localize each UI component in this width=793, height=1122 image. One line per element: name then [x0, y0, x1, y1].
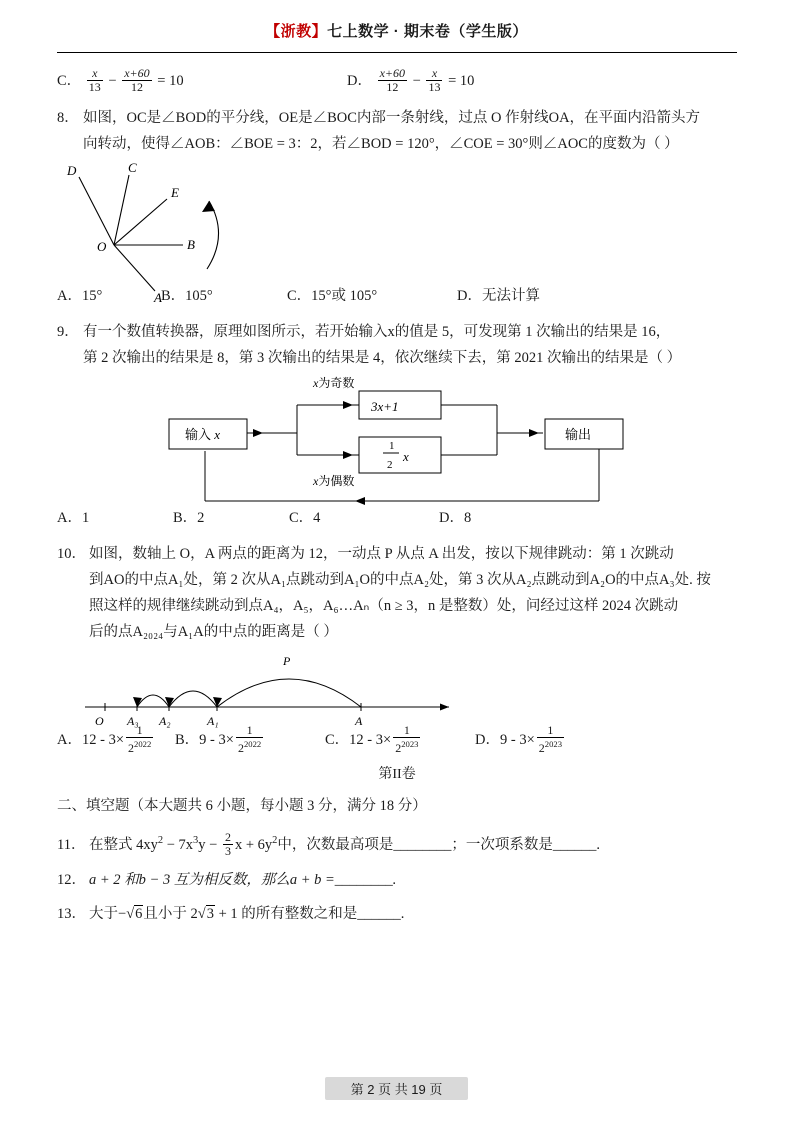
- header-divider: [57, 52, 737, 53]
- flow-even-var: x: [403, 449, 409, 465]
- question-9-line1: [57, 319, 737, 345]
- axis-label-P: P: [283, 654, 291, 669]
- volume-mark: 第II卷: [378, 767, 416, 783]
- question-8-line1: [57, 105, 737, 131]
- page-number: 第 2 页 共 19 页: [325, 1077, 469, 1100]
- q8-option-a: A．15°: [57, 288, 103, 305]
- flow-odd-cond: x为奇数: [313, 376, 355, 391]
- axis-label-A: A: [355, 714, 363, 729]
- question-8-number: 8．: [57, 110, 79, 127]
- q10-option-b: B．9 - 3× $\frac{1}{2^{2022}}$: [175, 723, 262, 756]
- q8-option-d: D．无法计算: [457, 288, 540, 305]
- question-8-figure: [57, 157, 737, 306]
- flow-even-frac-den: 2: [387, 459, 393, 472]
- equals-ten-d: = 10: [448, 73, 475, 89]
- q11-fraction: $\frac{2}{3}$: [224, 830, 231, 859]
- question-11-number: 11．: [57, 837, 86, 853]
- question-10-text1: 如图，数轴上 O，A 两点的距离为 12，一动点 P 从点 A 出发，按以下规律跳动：第 1 次跳动: [89, 546, 674, 563]
- option-D-label: D．: [347, 73, 372, 89]
- question-10-line4: 后的点A₂₀₂₄与A₁A的中点的距离是（ ）: [89, 624, 338, 641]
- question-13: 13． 大于−√6且小于 2√3 + 1 的所有整数之和是______.: [57, 901, 737, 927]
- flow-even-frac-num: 1: [389, 440, 395, 453]
- flow-input-label: 输入 x: [185, 427, 221, 443]
- question-8-line2: 向转动，使得∠AOB：∠BOE = 3：2，若∠BOD = 120°，∠COE = 30°则∠AOC的度数为（ ）: [83, 136, 679, 153]
- flow-output-label: 输出: [565, 427, 592, 443]
- minus-sign: −: [108, 73, 117, 89]
- fraction-x-over-13-d: $\frac{x}{13}$: [428, 66, 441, 95]
- fraction-x-over-13: $\frac{x}{13}$: [88, 66, 101, 95]
- question-12: [57, 867, 737, 893]
- q8-option-b: B．105°: [161, 288, 213, 305]
- question-10-line1: [57, 541, 737, 567]
- q9-option-d: D．8: [439, 510, 472, 527]
- q10-option-c: C．12 - 3× $\frac{1}{2^{2023}}$: [325, 723, 419, 756]
- label-C: C: [128, 160, 137, 176]
- question-13-number: 13．: [57, 906, 86, 923]
- top-options-row: [57, 68, 737, 95]
- section-2-title: 二、填空题（本大题共 6 小题，每小题 3 分，满分 18 分）: [57, 798, 427, 815]
- header-bracket: 【浙教】: [265, 23, 328, 40]
- q10-option-a: A．12 - 3× $\frac{1}{2^{2022}}$: [57, 723, 152, 756]
- option-C: [57, 68, 347, 95]
- q10-b-frac: $\frac{1}{2^{2022}}$: [237, 723, 262, 756]
- question-11: 11． 在整式 $4xy^2 - 7x^3y$ − $\frac{2}{3}$ $x + 6y^2$中，次数最高项是________；一次项系数是______.: [57, 830, 600, 859]
- option-D: [347, 68, 474, 95]
- q10-d-frac: $\frac{1}{2^{2023}}$: [538, 723, 562, 756]
- document-content: [57, 60, 737, 927]
- number-line-svg: [77, 645, 497, 735]
- header-title-text: 七上数学 · 期末卷（学生版）: [327, 23, 528, 40]
- q9-option-a: A．1: [57, 510, 90, 527]
- question-12-number: 12．: [57, 872, 86, 889]
- question-9-text1: 有一个数值转换器，原理如图所示，若开始输入x的值是 5，可发现第 1 次输出的结果是 16，: [83, 324, 671, 341]
- option-C-label: C．: [57, 73, 82, 89]
- flow-odd-box: 3x+1: [371, 399, 399, 415]
- flow-diagram-svg: [127, 371, 687, 521]
- label-A: A: [154, 290, 162, 306]
- axis-label-A2: A₂: [159, 714, 171, 729]
- axis-label-A3: A₃: [127, 714, 139, 729]
- q9-option-b: B．2: [173, 510, 205, 527]
- angle-diagram-svg: [57, 157, 317, 306]
- flow-even-cond: x为偶数: [313, 474, 355, 489]
- q10-option-d: D．9 - 3× $\frac{1}{2^{2023}}$: [475, 723, 562, 756]
- question-10-figure: [57, 645, 737, 735]
- fraction-x60-over-12-d: $\frac{x+60}{12}$: [379, 66, 406, 95]
- label-E: E: [171, 185, 179, 201]
- q10-a-frac: $\frac{1}{2^{2022}}$: [128, 723, 152, 756]
- axis-label-A1: A₁: [207, 714, 219, 729]
- question-10-number: 10．: [57, 546, 86, 563]
- axis-label-O: O: [95, 714, 104, 729]
- page-footer: [0, 1077, 793, 1100]
- fraction-x60-over-12: $\frac{x+60}{12}$: [124, 66, 150, 95]
- question-10-line3: 照这样的规律继续跳动到点A₄，A₅，A₆…Aₙ（n ≥ 3，n 是整数）处，问经过这样 2024 次跳动: [89, 598, 679, 615]
- label-O: O: [97, 239, 107, 255]
- radical-3: √3: [197, 906, 214, 923]
- q10-c-frac: $\frac{1}{2^{2023}}$: [395, 723, 419, 756]
- equals-ten: = 10: [157, 73, 184, 89]
- page-header: [0, 20, 793, 41]
- q9-option-c: C．4: [289, 510, 321, 527]
- minus-sign-d: −: [412, 73, 421, 89]
- label-B: B: [187, 237, 195, 253]
- q8-option-c: C．15°或 105°: [287, 288, 378, 305]
- question-8-text1: 如图，OC是∠BOD的平分线，OE是∠BOC内部一条射线，过点 O 作射线OA，在平面内沿箭头方: [83, 110, 701, 127]
- label-D: D: [67, 163, 77, 179]
- question-9-figure: [57, 371, 737, 521]
- question-9-line2: 第 2 次输出的结果是 8，第 3 次输出的结果是 4，依次继续下去，第 2021 次输出的结果是（ ）: [83, 350, 682, 367]
- question-12-text: a + 2 和b − 3 互为相反数，那么a + b =________.: [89, 872, 397, 889]
- question-10-line2: 到AO的中点A₁处，第 2 次从A₁点跳动到A₁O的中点A₂处，第 3 次从A₂点跳动到A₂O的中点A₃处. 按: [89, 572, 711, 589]
- question-9-number: 9．: [57, 324, 79, 341]
- radical-6: √6: [126, 906, 143, 923]
